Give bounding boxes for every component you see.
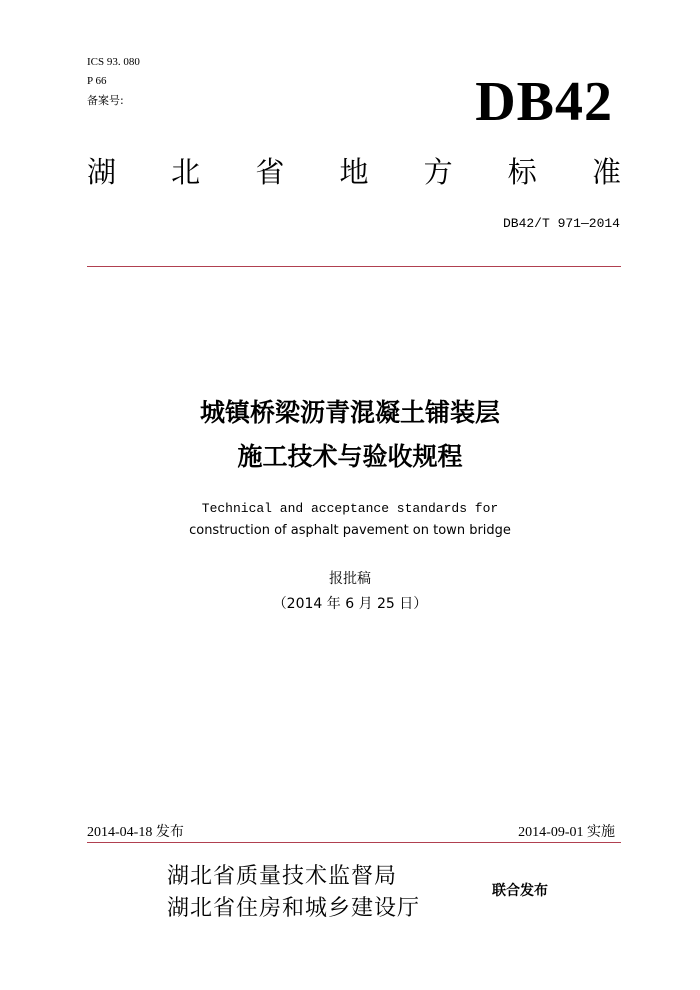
draft-status-label: 报批稿 <box>329 571 371 587</box>
standard-kind-char: 准 <box>591 155 621 189</box>
title-en-line-2: construction of asphalt pavement on town bridge <box>189 523 511 538</box>
title-cn-line-2: 施工技术与验收规程 <box>237 442 463 471</box>
draft-date: （2014 年 6 月 25 日） <box>272 596 428 612</box>
standard-kind-char: 方 <box>423 155 453 189</box>
top-divider <box>87 266 621 267</box>
ics-code: ICS 93. 080 <box>87 56 140 68</box>
standard-kind-char: 湖 <box>87 155 117 189</box>
standard-kind-char: 北 <box>171 155 201 189</box>
classification-code: P 66 <box>87 75 107 87</box>
standard-kind-char: 地 <box>339 155 369 189</box>
joint-issue-label: 联合发布 <box>492 883 548 899</box>
standard-kind-char: 省 <box>255 155 285 189</box>
bottom-divider <box>87 842 621 843</box>
issuer-2: 湖北省住房和城乡建设厅 <box>167 896 421 921</box>
standard-kind-heading <box>87 154 621 190</box>
title-cn-line-1: 城镇桥梁沥青混凝土铺装层 <box>199 398 500 427</box>
filing-number-label: 备案号: <box>87 94 124 107</box>
issue-date: 2014-04-18 发布 <box>87 825 184 840</box>
db-code-logo: DB42 <box>475 71 613 133</box>
implementation-date: 2014-09-01 实施 <box>518 825 615 840</box>
standard-number: DB42/T 971—2014 <box>502 216 620 231</box>
title-en-line-1: Technical and acceptance standards for <box>201 501 499 516</box>
issuer-1: 湖北省质量技术监督局 <box>167 864 398 889</box>
standard-kind-char: 标 <box>507 155 537 189</box>
